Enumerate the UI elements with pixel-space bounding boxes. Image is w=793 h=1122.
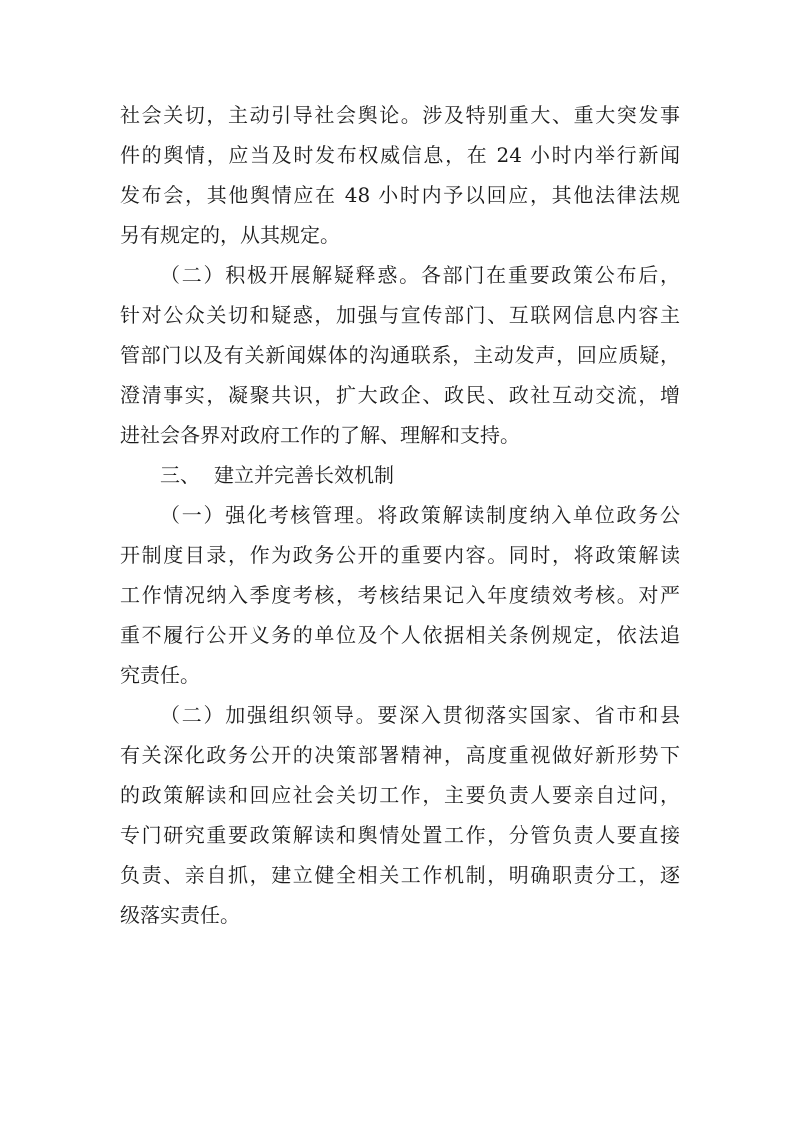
document-body — [120, 95, 680, 935]
paragraph-clarify-doubts — [120, 255, 680, 455]
text-line: 另有规定的，从其规定。 — [120, 223, 340, 247]
text-line: 开制度目录，作为政务公开的重要内容。同时，将政策解读 — [120, 543, 680, 567]
text-line: 负责、亲自抓，建立健全相关工作机制，明确职责分工，逐 — [120, 863, 680, 887]
paragraph-organizational-leadership — [120, 695, 680, 935]
paragraph-assessment-management — [120, 495, 680, 695]
text-line: 有关深化政务公开的决策部署精神，高度重视做好新形势下 — [120, 743, 680, 767]
text-line: （一）强化考核管理。将政策解读制度纳入单位政务公 — [160, 503, 680, 527]
text-line: （二）积极开展解疑释惑。各部门在重要政策公布后， — [160, 263, 680, 287]
text-line: 社会关切，主动引导社会舆论。涉及特别重大、重大突发事 — [120, 103, 680, 127]
paragraph-public-concern-response — [120, 95, 680, 255]
text-line: 管部门以及有关新闻媒体的沟通联系，主动发声，回应质疑， — [120, 343, 680, 367]
text-line: 的政策解读和回应社会关切工作，主要负责人要亲自过问， — [120, 783, 680, 807]
text-line: 级落实责任。 — [120, 903, 240, 927]
text-line: 件的舆情，应当及时发布权威信息，在 24 小时内举行新闻 — [120, 143, 680, 167]
text-line: 澄清事实，凝聚共识，扩大政企、政民、政社互动交流，增 — [120, 383, 680, 407]
text-line: 工作情况纳入季度考核，考核结果记入年度绩效考核。对严 — [120, 583, 680, 607]
text-line: 重不履行公开义务的单位及个人依据相关条例规定，依法追 — [120, 623, 680, 647]
text-line: 专门研究重要政策解读和舆情处置工作，分管负责人要直接 — [120, 823, 680, 847]
text-line: 究责任。 — [120, 663, 200, 687]
text-line: 针对公众关切和疑惑，加强与宣传部门、互联网信息内容主 — [120, 303, 680, 327]
section-number: 三、 — [160, 463, 200, 487]
section-title: 建立并完善长效机制 — [214, 463, 394, 487]
text-line: 发布会，其他舆情应在 48 小时内予以回应，其他法律法规 — [120, 183, 680, 207]
section-heading — [120, 455, 680, 495]
text-line: 进社会各界对政府工作的了解、理解和支持。 — [120, 423, 520, 447]
text-line: （二）加强组织领导。要深入贯彻落实国家、省市和县 — [160, 703, 680, 727]
